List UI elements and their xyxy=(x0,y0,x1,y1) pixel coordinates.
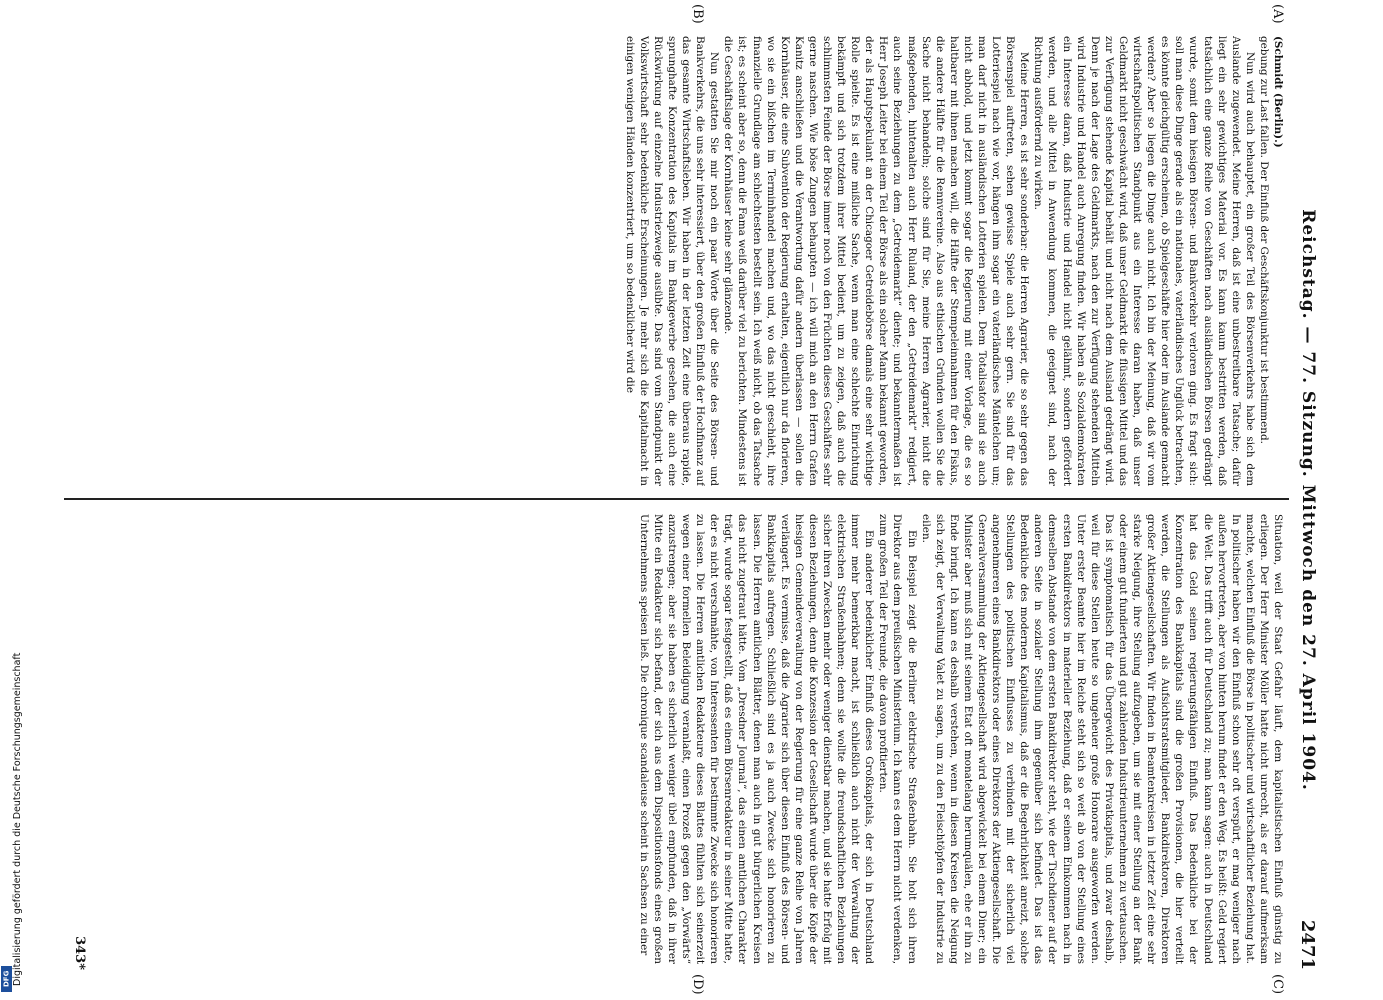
credit-text: Digitalisierung gefördert durch die Deutsche Forschungsgemeinschaft xyxy=(12,652,23,986)
left-column xyxy=(70,36,1285,486)
speaker-label: (Schmidt (Berlin).) xyxy=(1272,36,1284,148)
paragraph: Nun gestatten Sie mir noch ein paar Worte über die Seite des Börsen- und Bankverkehrs, die uns sehr interessiert, über den großen Einfluß der Hochfinanz auf das gesamte Wirtschaftsleben. Wir haben in der letzten Zeit eine überaus rapide, sprunghafte Konzentration des Kapitals im Bankgewerbe gesehen, die auch eine Rückwirkung auf einzelne Industriezweige ausübte. Das sind vom Standpunkt der Volkswirtschaft sehr bedenkliche Erscheinungen. Je mehr sich die Kapitalmacht in einigen wenigen Händen konzentriert, um so bedenklicher wird die xyxy=(623,36,721,486)
margin-mark-a: (A) xyxy=(1270,4,1285,24)
dfg-logo: DFG xyxy=(1,966,12,992)
margin-mark-c: (C) xyxy=(1270,974,1285,995)
margin-mark-d: (D) xyxy=(690,974,705,995)
paragraph: Nun wird auch behauptet, ein großer Teil des Börsenverkehrs habe sich dem Auslande zugewendet. Meine Herren, daß ist eine unbestreitbare Tatsache; dafür liegt ein sehr gewichtiges Material vor. Es kann kaum bestritten werden, daß tatsächlich eine ganze Reihe von Geschäften nach ausländischen Börsen gedrängt wurde, somit dem hiesigen Börsen- und Bankverkehr verloren ging. Es fragt sich: soll man diese Dinge gerade als ein nationales, vaterländisches Unglück betrachten, es könnte gleichgültig erscheinen, ob Spielgeschäfte hier oder im Auslande gemacht werden? Aber so liegen die Dinge auch nicht. Ich bin der Meinung, daß wir vom wirtschaftspolitischen Standpunkt aus ein Interesse daran haben, daß unser Geldmarkt nicht geschwächt wird, daß unser Geldmarkt die flüssigen Mittel und das zur Verfügung stehende Kapital behält und nicht nach dem Ausland gedrängt wird. Denn je nach der Lage des Geldmarkts, nach den zur Verfügung stehenden Mitteln wird Industrie und Handel auch Anregung finden. Wir haben als Sozialdemokraten ein Interesse daran, daß Industrie und Handel nicht gelähmt, sondern gefördert werden, und alle Mittel in Anwendung kommen, die geeignet sind, nach der Richtung ausfördernd zu wirken. xyxy=(1032,36,1256,486)
page-number: 2471 xyxy=(1297,919,1319,970)
digitization-credit xyxy=(0,0,23,1000)
paragraph: Situation, weil der Staat Gefahr läuft, dem kapitalistischen Einfluß günstig zu erliegen. Der Herr Minister Möller hatte nicht unrecht, als er darauf aufmerksam machte, welchen Einfluß die Börse in politischer und wirtschaftlicher Beziehung hat. In politischer haben wir den Einfluß schon sehr oft verspürt, er mag weniger nach außen hervortreten, aber von hinten herum findet er den Weg. Es heißt: Geld regiert die Welt. Das trifft auch für Deutschland zu; man kann sagen: auch in Deutschland hat das Geld seinen regierungsfähigen Einfluß. Das Bedenkliche bei der Konzentration des Bankkapitals sind die großen Provisionen, die hier verteilt werden, die Stellungen als Aufsichtsratsmitglieder, Bankdirektoren, Direktoren großer Aktiengesellschaften. Wir finden in Beamtenkreisen in letzter Zeit eine sehr starke Neigung, ihre Stellung aufzugeben, um sie mit einer Stellung an der Bank oder einem gut fundierten und gut zahlenden Industrieunternehmen zu vertauschen. Das ist symptomatisch für das Übergewicht des Privatkapitals, und zwar deshalb, weil für diese Stellen heute so ungeheuer große Honorare ausgeworfen werden. Unter erster Beamte hier im Reiche steht sich so weit ab von der Stellung eines ersten Bankdirektors in materieller Beziehung, daß er seinem Einkommen nach in demselben Abstande von dem ersten Bankdirektor steht, wie der Tischdiener auf der anderen Seite in sozialer Stellung ihm gegenüber sich befindet. Das ist das Bedenkliche des modernen Kapitalismus, daß er die Begehrlichkeit anreizt, solche Stellungen des politischen Einflusses zu verbinden mit der sicherlich viel angenehmeren eines Bankdirektors oder eines Direktors der Aktiengesellschaft. Die Generalversammlung der Aktiengesellschaft wird abgewickelt bei einem Diner; ein Minister aber muß sich mit seinem Etat oft monatelang herumquälen, ehe er ihn zu Ende bringt. Ich kann es deshalb verstehen, wenn in diesen Kreisen die Neigung sich zeigt, der Verwaltung Valet zu sagen, um zu den Fleischtöpfen der Industrie zu eilen. xyxy=(919,514,1284,964)
paragraph: Ein Beispiel zeigt die Berliner elektrische Straßenbahn. Sie holt sich ihren Direktor aus dem preußischen Ministerium. Ich kann es dem Herrn nicht verdenken, zum großen Teil der Freunde, die davon profitierten. xyxy=(877,514,918,964)
right-column xyxy=(70,514,1285,964)
column-divider xyxy=(64,498,1289,500)
paragraph: Meine Herren, es ist sehr sonderbar: die Herren Agrarier, die so sehr gegen das Börsenspiel auftreten, sehen gewisse Spiele auch sehr gern. Sie sind für das Lotteriespiel nach wie vor, hängen ihm sogar ein vaterländisches Mäntelchen um; man darf nicht in ausländischen Lotterien spielen. Dem Totalisator sind sie auch nicht abhold, und jetzt kommt sogar die Regierung mit einer Vorlage, die es so haltbarer mit ihnen machen will, die Hälfte der Stempeleinnahmen für den Fiskus, die andere Hälfte für die Rennvereine. Also aus ethischen Gründen wollen Sie die Sache nicht behandeln; solche sind für Sie, meine Herren Agrarier, nicht die maßgebenden, hintenalten auch Herr Ruland, der den „Getreidemarkt“ redigiert, auch seine Beziehungen zu dem „Getreidemarkt“ diente; und bekanntermaßen ist Herr Joseph Leiter bei einem Teil der Börse als ein solcher Mann bekannt geworden, der als Hauptspekulant an der Chicagoer Getreidebörse damals eine sehr wichtige Rolle spielte. Es ist eine mißliche Sache, wenn man eine schlechte Einrichtung bekämpft und sich trotzdem ihrer Mittel bedient, um zu zeigen, daß auch die schlimmsten Feinde der Börse immer noch von den Früchten dieses Geschäftes sehr gerne naschen. Wie böse Zungen behaupten — ich will mich an den Herrn Grafen Kanitz anschließen und die Verantwortung dafür andern überlassen — sollen die Kornhäuser, die eine Subvention der Regierung erhalten, eigentlich nur da florieren, wo sie ein bißchen im Terminhandel machen und, wo das nicht geschieht, ihre finanzielle Grundlage am schlechtesten bestellt sein. Ich weiß nicht, ob das Tatsache ist; es scheint aber so, denn die Fama weiß darüber viel zu berichten. Mindestens ist die Geschäftslage der Kornhäuser keine sehr glänzende. xyxy=(722,36,1031,486)
page-content-rotated xyxy=(55,4,1325,995)
paragraph: Ein anderer bedenklicher Einfluß dieses Großkapitals, der sich in Deutschland immer mehr bemerkbar macht, ist schließlich auch nicht der Verwaltung der elektrischen Straßenbahnen; denn sie wollte die freundschaftlichen Beziehungen sicher ihren Zwecken mehr oder weniger dienstbar machen, und sie hatte Erfolg mit diesen Beziehungen, denn die Konzession der Gesellschaft wurde über die Köpfe der hiesigen Gemeindeverwaltung von der Regierung für eine ganze Reihe von Jahren verlängert. Es vermisse, daß die Agrarier sich über diesen Einfluß des Börsen- und Bankkapitals aufregen. Schließlich sind es ja auch Zwecke sich honorieren zu lassen. Die Herren amtlichen Blätter, denen man auch in gut bürgerlichen Kreisen das nicht zugetraut hätte. Vom „Dresdner Journal“, das einen amtlichen Charakter trägt, wurde sogar festgestellt, daß es einem Börsenredakteur in seiner Mitte hatte, der es nicht verschmähte, von Interessenten für bestimmte Zwecke sich honorieren zu lassen. Die Herren amtlichen Redakteure dieses Blattes fühlten sich seinerzeit wegen einer formellen Beleidigung veranlaßt, einen Prozeß gegen den „Vorwärts“ anzustrengen; aber sie haben es sicherlich weniger übel empfunden, daß in ihrer Mitte ein Redakteur sich befand, der sich aus dem Dispositionsfonds eines großen Unternehmens speisen ließ. Die chronique scandaleuse scheint in Sachsen zu einer xyxy=(637,514,876,964)
page-title: Reichstag. — 77. Sitzung. Mittwoch den 27. April 1904. xyxy=(1298,209,1318,791)
signature-mark: 343* xyxy=(72,936,87,970)
page-header xyxy=(1291,30,1325,970)
margin-mark-b: (B) xyxy=(690,4,705,24)
paragraph: gebung zur Last fallen. Der Einfluß der Geschäftskonjunktur ist bestimmend. xyxy=(1257,36,1270,444)
